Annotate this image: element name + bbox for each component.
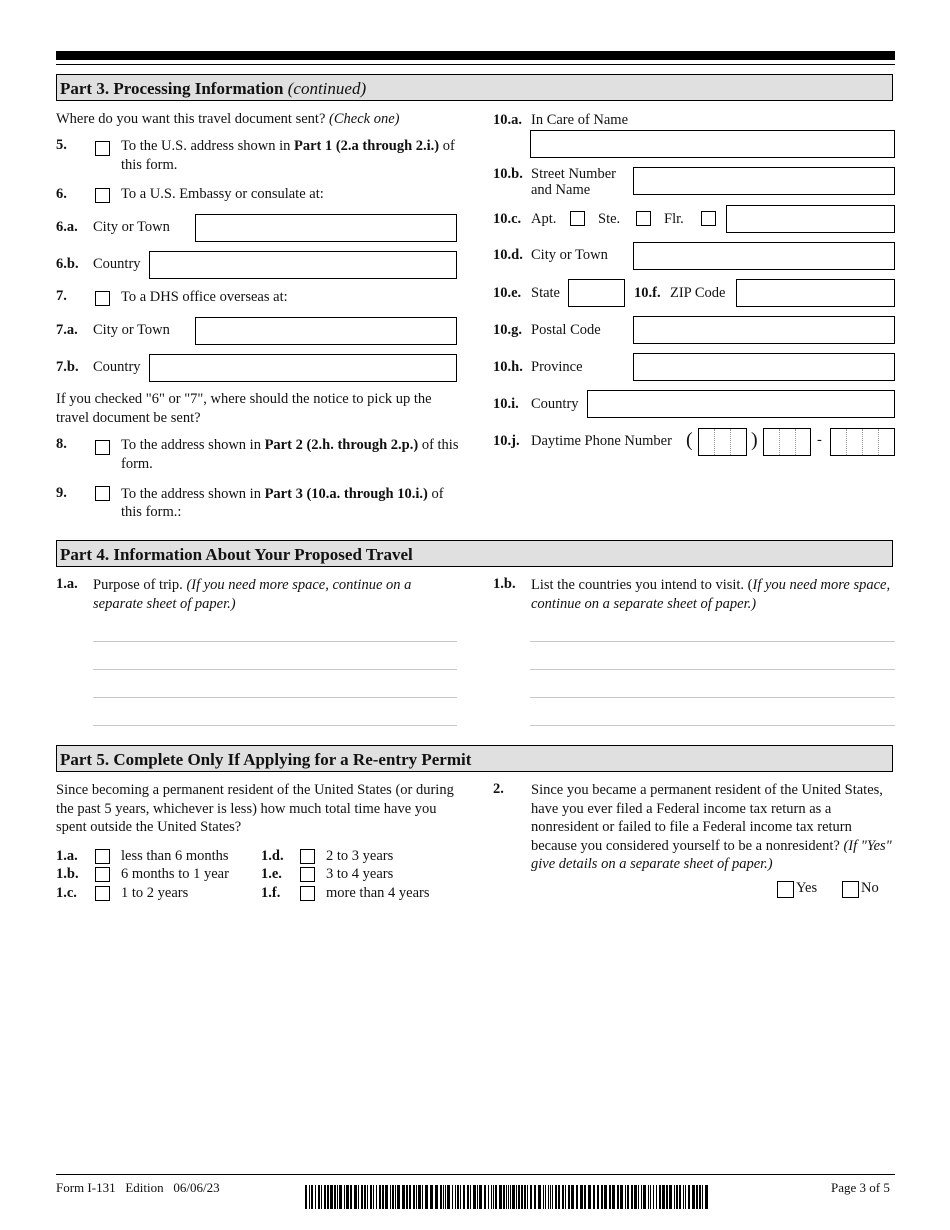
barcode-bar (576, 1185, 578, 1209)
no-label: No (861, 880, 879, 896)
item7-num: 7. (56, 288, 67, 304)
1-to-2-years-checkbox[interactable] (95, 886, 110, 901)
barcode-bar (330, 1185, 333, 1209)
barcode-bar (685, 1185, 686, 1209)
barcode-bar (484, 1185, 486, 1209)
yes-checkbox[interactable] (777, 881, 794, 898)
p5-2-num: 2. (493, 781, 504, 797)
i10e-label: State (531, 285, 560, 301)
countries-question: List the countries you intend to visit. (If you need more space, continue on a separate sheet of paper.) (531, 577, 891, 612)
countries-lines[interactable] (530, 614, 895, 726)
barcode-bar (568, 1185, 570, 1209)
barcode-bar (609, 1185, 611, 1209)
barcode-bar (510, 1185, 511, 1209)
barcode-bar (315, 1185, 316, 1209)
2-to-3-years-checkbox[interactable] (300, 849, 315, 864)
barcode-bar (588, 1185, 591, 1209)
postal-code-input[interactable] (633, 316, 895, 344)
item6a-label: City or Town (93, 219, 170, 235)
barcode-bar (452, 1185, 453, 1209)
barcode-bar (425, 1185, 428, 1209)
i10i-num: 10.i. (493, 396, 519, 412)
barcode-bar (445, 1185, 446, 1209)
footer-rule (56, 1174, 895, 1175)
barcode-bar (491, 1185, 492, 1209)
item7b-country-input[interactable] (149, 354, 457, 382)
barcode-bar (634, 1185, 637, 1209)
i10g-label: Postal Code (531, 322, 601, 338)
item7a-num: 7.a. (56, 322, 78, 338)
barcode-bar (676, 1185, 678, 1209)
part5-title: Part 5. Complete Only If Applying for a Re-entry Permit (60, 750, 472, 769)
item5-text: To the U.S. address shown in Part 1 (2.a through 2.i.) of this form. (121, 138, 455, 173)
p5-1e-num: 1.e. (261, 866, 282, 882)
barcode-bar (545, 1185, 546, 1209)
barcode-bar (334, 1185, 336, 1209)
barcode-bar (470, 1185, 471, 1209)
city-input[interactable] (633, 242, 895, 270)
barcode-bar (562, 1185, 564, 1209)
part3-title: Part 3. Processing Information (60, 79, 284, 98)
barcode-bar (584, 1185, 586, 1209)
barcode-bar (305, 1185, 307, 1209)
barcode-bar (422, 1185, 423, 1209)
barcode-bar (597, 1185, 599, 1209)
barcode-bar (524, 1185, 526, 1209)
barcode-bar (499, 1185, 502, 1209)
i10e-num: 10.e. (493, 285, 522, 301)
barcode-bar (379, 1185, 381, 1209)
barcode-bar (666, 1185, 668, 1209)
barcode-bar (580, 1185, 583, 1209)
p5-1a-label: less than 6 months (121, 848, 229, 864)
flr-checkbox[interactable] (701, 211, 716, 226)
i10i-label: Country (531, 396, 579, 412)
barcode-bar (617, 1185, 619, 1209)
barcode-bar (364, 1185, 366, 1209)
sent-question: Where do you want this travel document sent? (Check one) (56, 111, 400, 127)
apt-number-input[interactable] (726, 205, 895, 233)
barcode-bar (406, 1185, 408, 1209)
p5-1a-num: 1.a. (56, 848, 78, 864)
barcode-bar (530, 1185, 532, 1209)
purpose-lines[interactable] (93, 614, 457, 726)
barcode-bar (558, 1185, 560, 1209)
barcode-bar (683, 1185, 684, 1209)
p5-1d-num: 1.d. (261, 848, 284, 864)
form-edition: Form I-131 Edition 06/06/23 (56, 1180, 220, 1195)
barcode-bar (631, 1185, 633, 1209)
item8-checkbox[interactable] (95, 440, 110, 455)
item5-num: 5. (56, 137, 67, 153)
p5-1d-label: 2 to 3 years (326, 848, 394, 864)
barcode-bar (367, 1185, 368, 1209)
i10d-num: 10.d. (493, 247, 523, 263)
barcode-bar (653, 1185, 654, 1209)
item6a-num: 6.a. (56, 219, 78, 235)
phone-prefix-input[interactable] (763, 428, 811, 456)
street-input[interactable] (633, 167, 895, 195)
barcode-bar (354, 1185, 357, 1209)
barcode-bar (521, 1185, 523, 1209)
item8-num: 8. (56, 436, 67, 452)
barcode-bar (463, 1185, 465, 1209)
notice-question: If you checked "6" or "7", where should the notice to pick up the travel document be sent? (56, 391, 432, 426)
barcode-bar (455, 1185, 456, 1209)
item5-checkbox[interactable] (95, 141, 110, 156)
p5-1b-num: 1.b. (56, 866, 79, 882)
item6b-label: Country (93, 256, 141, 272)
p5-1c-label: 1 to 2 years (121, 885, 189, 901)
p5-1e-label: 3 to 4 years (326, 866, 394, 882)
item6-checkbox[interactable] (95, 188, 110, 203)
barcode-bar (488, 1185, 489, 1209)
6-months-to-1-year-checkbox[interactable] (95, 867, 110, 882)
barcode-bar (443, 1185, 444, 1209)
i10j-num: 10.j. (493, 433, 520, 449)
barcode-bar (460, 1185, 461, 1209)
ste-label: Ste. (598, 211, 621, 227)
barcode-bar (413, 1185, 415, 1209)
barcode-bar (702, 1185, 703, 1209)
barcode-bar (620, 1185, 623, 1209)
barcode (305, 1185, 713, 1214)
item7b-num: 7.b. (56, 359, 79, 375)
barcode-bar (534, 1185, 536, 1209)
barcode-bar (350, 1185, 352, 1209)
barcode-bar (477, 1185, 478, 1209)
p4-1a-num: 1.a. (56, 576, 78, 592)
i10h-label: Province (531, 359, 583, 375)
barcode-bar (327, 1185, 329, 1209)
barcode-bar (395, 1185, 396, 1209)
phone-dash: - (817, 432, 822, 448)
p5-1b-label: 6 months to 1 year (121, 866, 229, 882)
part3-title-cont: (continued) (287, 79, 367, 98)
barcode-bar (543, 1185, 544, 1209)
zip-input[interactable] (736, 279, 895, 307)
barcode-bar (555, 1185, 557, 1209)
barcode-bar (382, 1185, 384, 1209)
item8-text: To the address shown in Part 2 (2.h. through 2.p.) of this form. (121, 437, 459, 472)
barcode-bar (659, 1185, 661, 1209)
barcode-bar (538, 1185, 541, 1209)
i10f-num: 10.f. (634, 285, 661, 301)
barcode-bar (627, 1185, 629, 1209)
barcode-bar (402, 1185, 405, 1209)
barcode-bar (435, 1185, 438, 1209)
barcode-bar (656, 1185, 657, 1209)
country-input[interactable] (587, 390, 895, 418)
barcode-bar (430, 1185, 433, 1209)
barcode-bar (503, 1185, 505, 1209)
phone-area-input[interactable] (698, 428, 747, 456)
p5-1f-label: more than 4 years (326, 885, 430, 901)
barcode-bar (309, 1185, 310, 1209)
barcode-bar (641, 1185, 642, 1209)
item7b-label: Country (93, 359, 141, 375)
i10g-num: 10.g. (493, 322, 522, 338)
page-number: Page 3 of 5 (831, 1180, 890, 1195)
ste-checkbox[interactable] (636, 211, 651, 226)
3-to-4-years-checkbox[interactable] (300, 867, 315, 882)
barcode-bar (650, 1185, 651, 1209)
barcode-bar (473, 1185, 476, 1209)
barcode-bar (358, 1185, 359, 1209)
barcode-bar (527, 1185, 528, 1209)
barcode-bar (409, 1185, 411, 1209)
province-input[interactable] (633, 353, 895, 381)
barcode-bar (518, 1185, 520, 1209)
barcode-bar (699, 1185, 701, 1209)
i10f-label: ZIP Code (670, 285, 726, 301)
barcode-bar (692, 1185, 695, 1209)
barcode-bar (571, 1185, 574, 1209)
barcode-bar (669, 1185, 672, 1209)
item7-checkbox[interactable] (95, 291, 110, 306)
barcode-bar (679, 1185, 681, 1209)
barcode-bar (390, 1185, 391, 1209)
no-checkbox[interactable] (842, 881, 859, 898)
p5-1f-num: 1.f. (261, 885, 281, 901)
item9-text: To the address shown in Part 3 (10.a. through 10.i.) of this form.: (121, 486, 444, 520)
state-input[interactable] (568, 279, 625, 307)
barcode-bar (550, 1185, 551, 1209)
barcode-bar (565, 1185, 566, 1209)
top-rule (56, 51, 895, 60)
item6-num: 6. (56, 186, 67, 202)
barcode-bar (318, 1185, 320, 1209)
item9-num: 9. (56, 485, 67, 501)
barcode-bar (674, 1185, 675, 1209)
item7a-label: City or Town (93, 322, 170, 338)
barcode-bar (339, 1185, 342, 1209)
barcode-bar (593, 1185, 595, 1209)
apt-checkbox[interactable] (570, 211, 585, 226)
yes-label: Yes (796, 880, 818, 896)
i10d-label: City or Town (531, 247, 608, 263)
tax-question: Since you became a permanent resident of the United States, have you ever filed a Federal income tax return as a nonresident or failed to file a Federal income tax return because you considered yourself to be a nonresident? (If "Yes" give details on a separate sheet of paper.) (531, 782, 892, 872)
barcode-bar (447, 1185, 450, 1209)
barcode-bar (376, 1185, 377, 1209)
barcode-bar (440, 1185, 442, 1209)
barcode-bar (506, 1185, 507, 1209)
item6b-country-input[interactable] (149, 251, 457, 279)
barcode-bar (416, 1185, 417, 1209)
barcode-bar (612, 1185, 615, 1209)
apt-label: Apt. (531, 211, 557, 227)
p5-1c-num: 1.c. (56, 885, 77, 901)
barcode-bar (392, 1185, 394, 1209)
p4-1b-num: 1.b. (493, 576, 516, 592)
barcode-bar (516, 1185, 517, 1209)
less-than-6-months-checkbox[interactable] (95, 849, 110, 864)
i10j-label: Daytime Phone Number (531, 433, 672, 449)
more-than-4-years-checkbox[interactable] (300, 886, 315, 901)
barcode-bar (495, 1185, 497, 1209)
barcode-bar (373, 1185, 374, 1209)
barcode-bar (648, 1185, 649, 1209)
i10a-num: 10.a. (493, 112, 522, 128)
barcode-bar (370, 1185, 372, 1209)
barcode-bar (361, 1185, 363, 1209)
part4-title: Part 4. Information About Your Proposed Travel (60, 545, 413, 564)
barcode-bar (604, 1185, 607, 1209)
barcode-bar (344, 1185, 345, 1209)
barcode-bar (688, 1185, 690, 1209)
in-care-of-input[interactable] (530, 130, 895, 158)
barcode-bar (662, 1185, 665, 1209)
phone-close-paren: ) (751, 429, 758, 451)
barcode-bar (321, 1185, 322, 1209)
i10c-num: 10.c. (493, 211, 522, 227)
phone-line-input[interactable] (830, 428, 895, 456)
item6b-num: 6.b. (56, 256, 79, 272)
barcode-bar (311, 1185, 313, 1209)
barcode-bar (324, 1185, 326, 1209)
i10a-label: In Care of Name (531, 112, 629, 128)
part4-header (56, 540, 893, 567)
barcode-bar (385, 1185, 388, 1209)
barcode-bar (548, 1185, 549, 1209)
item6a-city-input[interactable] (195, 214, 457, 242)
i10b-num: 10.b. (493, 166, 523, 182)
i10h-num: 10.h. (493, 359, 523, 375)
barcode-bar (696, 1185, 698, 1209)
barcode-bar (552, 1185, 553, 1209)
flr-label: Flr. (664, 211, 684, 227)
barcode-bar (705, 1185, 708, 1209)
barcode-bar (346, 1185, 349, 1209)
barcode-bar (643, 1185, 646, 1209)
part3-header (56, 74, 893, 101)
item7-text: To a DHS office overseas at: (121, 289, 288, 305)
barcode-bar (397, 1185, 400, 1209)
item6-text: To a U.S. Embassy or consulate at: (121, 186, 324, 202)
time-outside-question: Since becoming a permanent resident of the United States (or during the past 5 years, whichever is less) how much total time have you spent outside the United States? (56, 782, 454, 835)
barcode-bar (457, 1185, 459, 1209)
barcode-bar (601, 1185, 603, 1209)
i10b-label: Street Number and Name (531, 166, 616, 198)
barcode-bar (479, 1185, 482, 1209)
item9-checkbox[interactable] (95, 486, 110, 501)
phone-open-paren: ( (686, 429, 693, 451)
barcode-bar (467, 1185, 469, 1209)
part5-header (56, 745, 893, 772)
top-thin-rule (56, 64, 895, 65)
barcode-bar (638, 1185, 639, 1209)
item7a-city-input[interactable] (195, 317, 457, 345)
purpose-question: Purpose of trip. (If you need more space, continue on a separate sheet of paper.) (93, 577, 412, 612)
barcode-bar (418, 1185, 421, 1209)
barcode-bar (508, 1185, 509, 1209)
barcode-bar (337, 1185, 338, 1209)
barcode-bar (493, 1185, 494, 1209)
barcode-bar (512, 1185, 515, 1209)
barcode-bar (625, 1185, 626, 1209)
